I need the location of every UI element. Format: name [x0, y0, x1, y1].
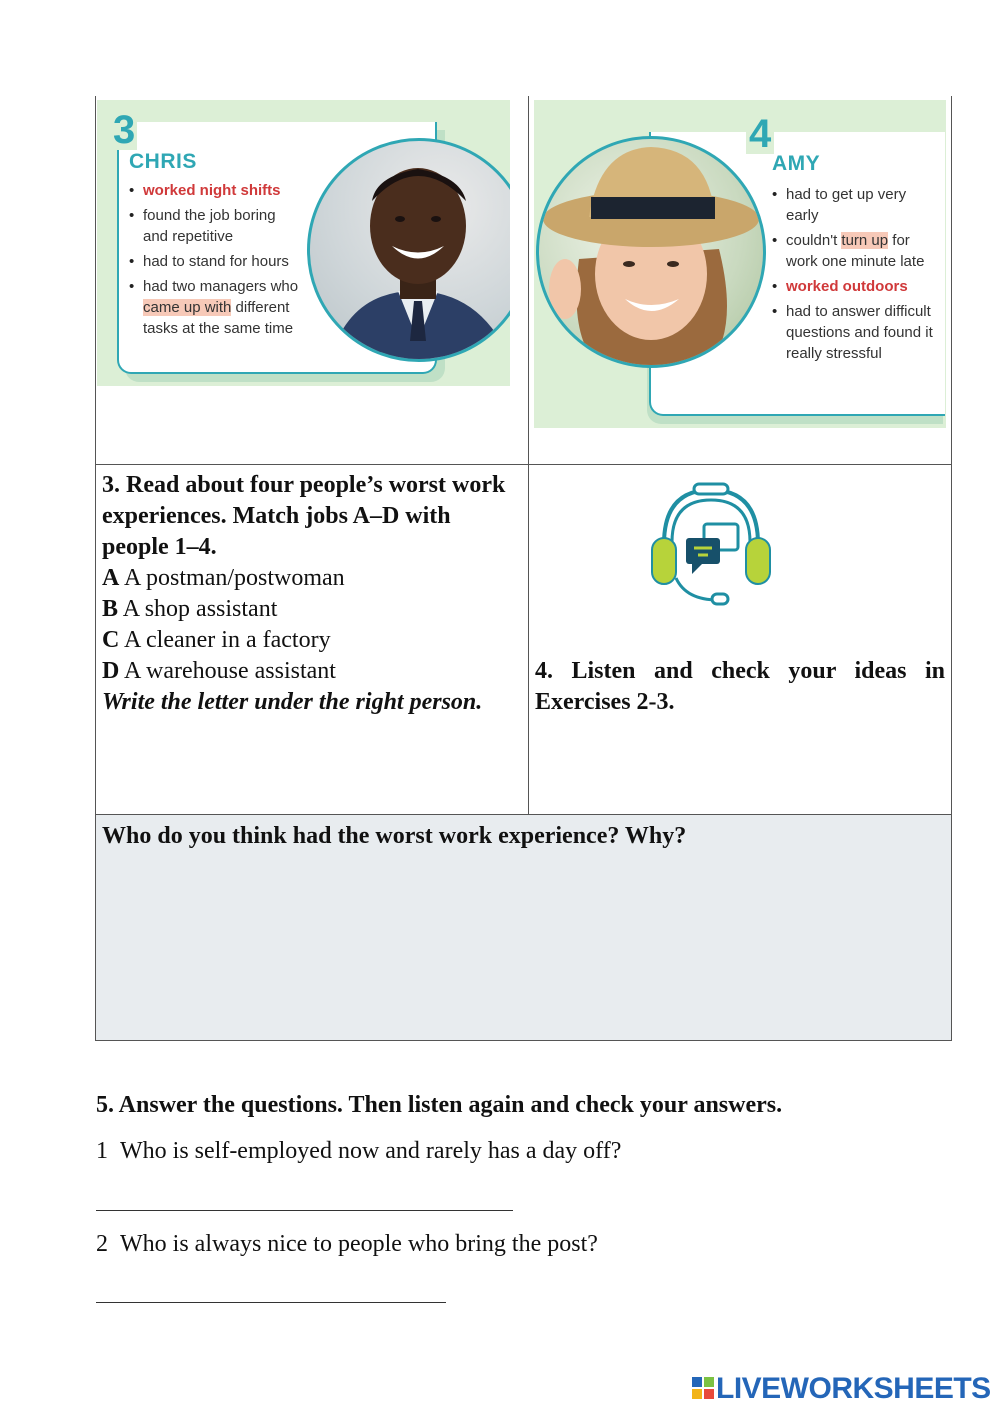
job-option — [102, 594, 522, 625]
option-letter: C — [102, 627, 120, 653]
job-option — [102, 563, 522, 594]
profile-card-amy — [534, 100, 946, 428]
exercise-4-title: 4. Listen and check your ideas in Exercises 2-3. — [535, 658, 945, 715]
liveworksheets-logo[interactable] — [692, 1374, 991, 1404]
job-option — [102, 656, 522, 687]
question-text: Who is always nice to people who bring the post? — [120, 1231, 598, 1257]
woman-portrait-icon — [539, 139, 763, 365]
discussion-box[interactable] — [96, 815, 951, 1040]
option-text: A shop assistant — [118, 596, 278, 622]
question-2 — [96, 1229, 598, 1259]
profile-bullet — [772, 276, 937, 297]
profile-number: 4 — [746, 114, 774, 154]
option-letter: A — [102, 565, 120, 591]
bullet-text: found the job boring and repetitive — [143, 207, 276, 245]
question-number: 2 — [96, 1231, 108, 1257]
profile-name: AMY — [772, 152, 821, 175]
profile-card-chris — [97, 100, 510, 386]
portrait-photo-amy — [536, 136, 766, 368]
profile-bullet — [129, 180, 299, 201]
job-option — [102, 625, 522, 656]
headset-chat-icon — [646, 482, 776, 610]
bullet-text: came up with — [143, 299, 232, 316]
profile-bullet — [129, 205, 299, 247]
table-border-right — [951, 96, 952, 1041]
exercise-3-options — [102, 563, 522, 687]
exercise-3-instruction: Write the letter under the right person. — [102, 689, 483, 715]
bullet-text: worked night shifts — [143, 182, 281, 199]
answer-line-1[interactable] — [96, 1210, 513, 1211]
answer-line-2[interactable] — [96, 1302, 446, 1303]
bullet-text: turn up — [841, 232, 889, 249]
discussion-question: Who do you think had the worst work experience? Why? — [102, 823, 687, 849]
man-portrait-icon — [310, 141, 510, 359]
profile-bullet — [772, 230, 937, 272]
question-number: 1 — [96, 1138, 108, 1164]
bullet-text: for work one minute late — [786, 232, 925, 270]
table-border-middle — [528, 96, 529, 814]
profile-number: 3 — [113, 108, 136, 152]
bullet-text: worked outdoors — [786, 278, 908, 295]
profile-bullet — [129, 276, 299, 339]
profile-bullet-list — [772, 184, 937, 368]
option-text: A warehouse assistant — [119, 658, 336, 684]
logo-mark-icon — [692, 1377, 714, 1401]
profile-bullet — [772, 184, 937, 226]
table-row-divider-1 — [95, 464, 952, 465]
profile-bullet-list — [129, 180, 299, 343]
bullet-text: had two managers who — [143, 278, 299, 295]
profile-bullet — [129, 251, 299, 272]
bullet-text: couldn't — [786, 232, 842, 249]
profile-bullet — [772, 301, 937, 364]
profile-name: CHRIS — [129, 150, 197, 173]
logo-text: LIVEWORKSHEETS — [716, 1372, 991, 1405]
exercise-3 — [102, 470, 522, 718]
bullet-text: had to answer difficult questions and found it really stressful — [786, 303, 933, 362]
bullet-text: different tasks at the same time — [143, 299, 294, 337]
exercise-3-title: 3. Read about four people’s worst work experiences. Match jobs A–D with people 1–4. — [102, 472, 506, 560]
option-text: A cleaner in a factory — [119, 627, 331, 653]
question-text: Who is self-employed now and rarely has a day off? — [120, 1138, 622, 1164]
bullet-text: had to get up very early — [786, 186, 907, 224]
option-text: A postman/postwoman — [119, 565, 345, 591]
exercise-5-title: 5. Answer the questions. Then listen again and check your answers. — [96, 1092, 783, 1118]
option-letter: D — [102, 658, 120, 684]
table-border-bottom — [95, 1040, 952, 1041]
bullet-text: had to stand for hours — [143, 253, 289, 270]
option-letter: B — [102, 596, 119, 622]
question-1 — [96, 1136, 621, 1166]
